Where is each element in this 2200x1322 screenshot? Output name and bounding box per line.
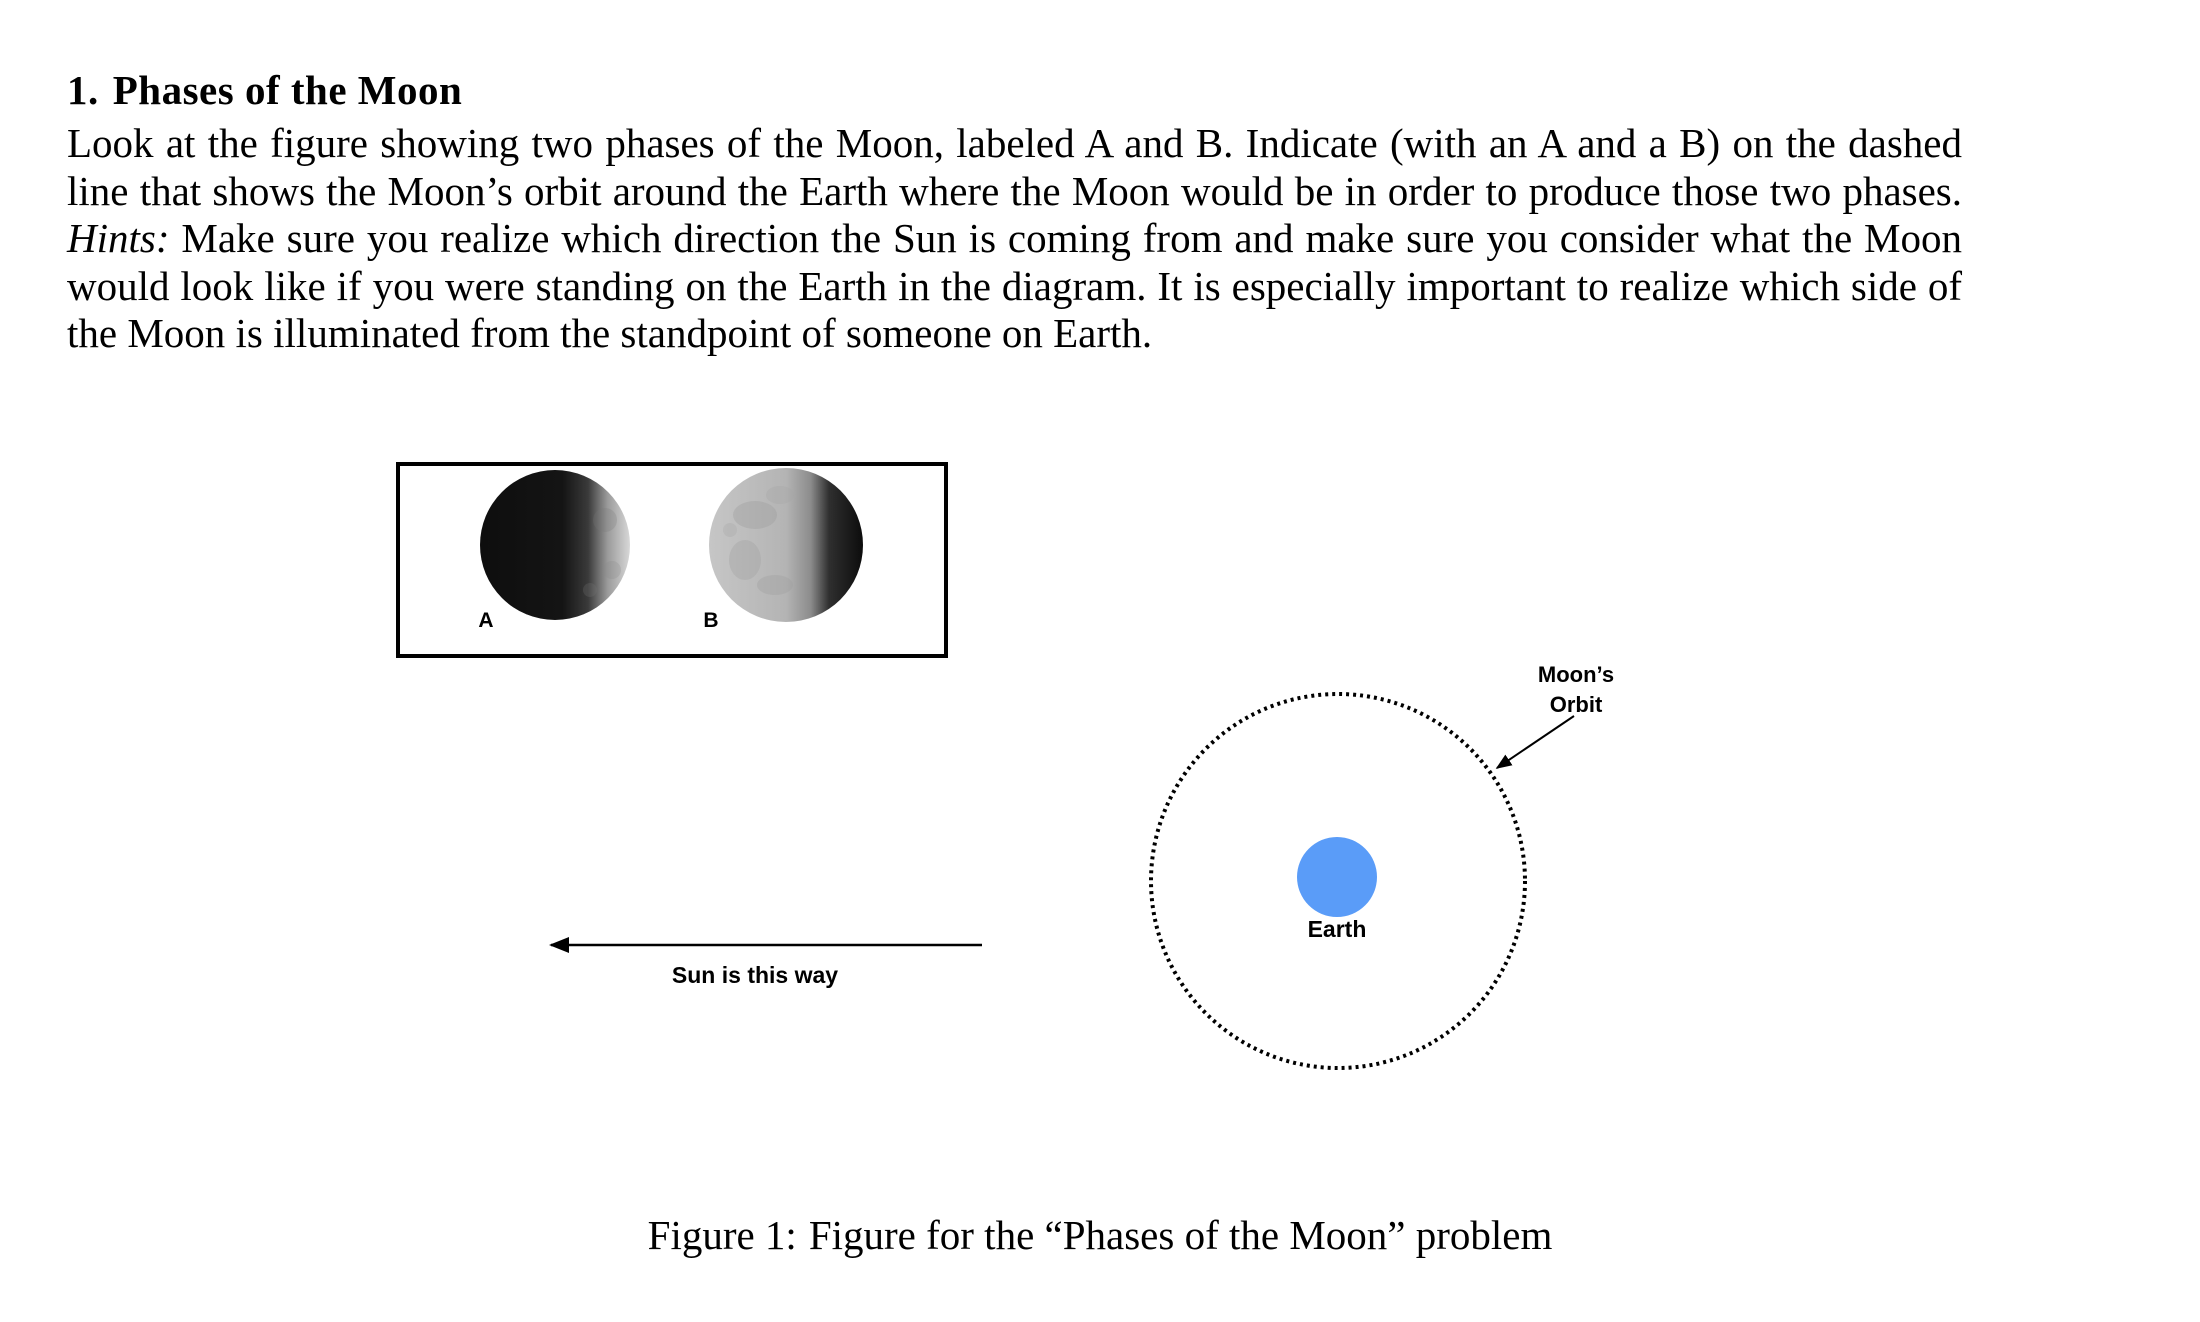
caption-text: Figure for the “Phases of the Moon” problem [808,1212,1553,1258]
hints-label: Hints: [67,215,170,261]
section-number: 1. [67,67,99,113]
moon-b-label: B [703,609,719,632]
figure-caption [0,1210,2200,1260]
problem-text-part2: Make sure you realize which direction the Sun is coming from and make sure you consider what the Moon would look like if you were standing on the Earth in the diagram. It is especially important to realize which side of the Moon is illuminated from the standpoint of someone on Earth. [67,215,1962,356]
sun-direction-label: Sun is this way [671,962,839,988]
moon-a-image [480,470,630,620]
moon-a-label: A [478,609,494,632]
orbit-pointer-arrow [1497,716,1574,768]
moon-b-image [709,468,863,622]
earth-circle [1297,837,1377,917]
orbit-label-line1: Moon’s [1537,662,1615,687]
section-title: Phases of the Moon [112,67,463,113]
caption-label: Figure 1: [647,1212,797,1258]
orbit-label-line2: Orbit [1549,692,1603,717]
problem-text-part1: Look at the figure showing two phases of the Moon, labeled A and B. Indicate (with an A and a B) on the dashed line that shows the Moon’s orbit around the Earth where the Moon would be in order to produce those two phases. [67,120,1962,214]
earth-label: Earth [1307,916,1367,942]
